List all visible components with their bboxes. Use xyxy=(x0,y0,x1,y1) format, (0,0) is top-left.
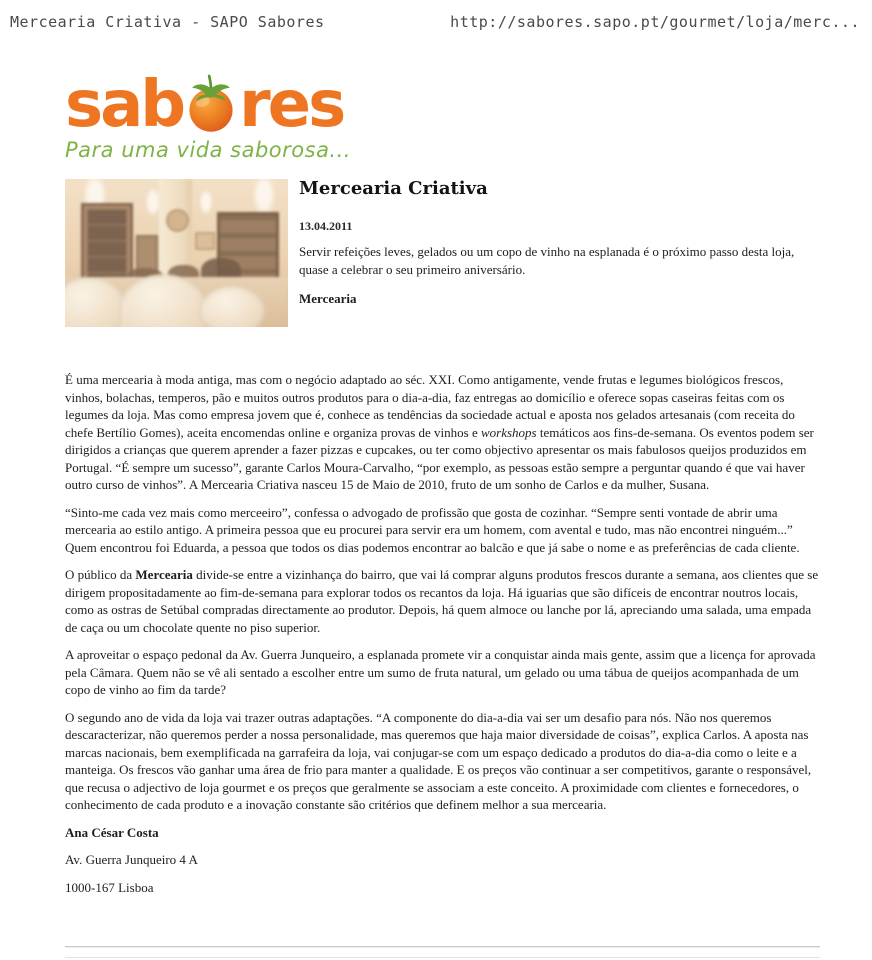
photo-illustration xyxy=(65,179,288,327)
logo-text-start: sab xyxy=(65,68,184,142)
italic-term: workshops xyxy=(480,424,537,440)
article-paragraph xyxy=(65,709,820,814)
print-header-url: http://sabores.sapo.pt/gourmet/loja/merc... xyxy=(450,13,860,31)
page-content xyxy=(65,68,820,906)
article-header xyxy=(65,179,820,327)
article-paragraph xyxy=(65,646,820,699)
article-paragraph xyxy=(65,371,820,494)
article-title: Mercearia Criativa xyxy=(299,178,488,200)
paragraph-text: O segundo ano de vida da loja vai trazer outras adaptações. “A componente do dia-a-dia vai ser um desafio para nós. Não nos queremos descaracterizar, não queremos perder a nossa personalidade, mas queremos que haja maior diversidade de coisas”, explica Carlos. A aposta nas marcas nacionais, bem exemplificada na garrafeira da loja, vai conjugar-se com um espaço dedicado a produtos do dia-a-dia como o leite e a manteiga. Os frescos vão ganhar uma área de frio para manter a qualidade. E os preços vão continuar a ser competitivos, garante o responsável, que recusa o adjectivo de loja gourmet e os preços que geralmente se associam a este conceito. A proximidade com clientes e fornecedores, o conhecimento de cada produto e a inovação constante são critérios que definem melhor a sua mercearia. xyxy=(65,709,812,813)
article-body xyxy=(65,371,820,896)
bottom-divider xyxy=(65,957,820,958)
article-author: Ana César Costa xyxy=(65,824,159,840)
address-line-city: 1000-167 Lisboa xyxy=(65,879,154,895)
sabores-logo xyxy=(65,68,820,163)
bottom-divider xyxy=(65,946,820,947)
paragraph-text: “Sinto-me cada vez mais como merceeiro”, confessa o advogado de profissão que gosta de cozinhar. “Sempre senti vontade de abrir uma mercearia ao estilo antigo. A primeira pessoa que eu procurei para servir era um homem, com avental e tudo, mas não encontrei ninguém...” Quem encontrou foi Eduarda, a pessoa que todos os dias podemos encontrar ao balcão e que já sabe o nome e as preferências de cada cliente. xyxy=(65,504,800,555)
paragraph-text: O público da xyxy=(65,567,136,583)
paragraph-text: A aproveitar o espaço pedonal da Av. Guerra Junqueiro, a esplanada promete vir a conquistar ainda mais gente, assim que a licença for aprovada pela Câmara. Quem não se vê ali sentado a escolher entre um sumo de fruta natural, um gelado ou uma tábua de queijos acompanhada de um copo de vinho ao fim da tarde? xyxy=(65,647,816,698)
article-paragraph xyxy=(65,504,820,557)
paragraph-text: divide-se entre a vizinhança do bairro, que vai lá comprar alguns produtos frescos durante a semana, aos clientes que se dirigem propositadamente ao fim-de-semana para explorar todos os recantos da loja. Há iguarias que são difíceis de encontrar noutros locais, como as ostras de Setúbal compradas directamente ao produtor. Depois, há quem almoce ou lanche por lá, apreciando uma salada, uma empada de caça ou um chocolate quente no piso superior. xyxy=(65,567,819,635)
article-category: Mercearia xyxy=(299,290,357,306)
print-header xyxy=(10,13,860,31)
paragraph-text: É uma mercearia à moda antiga, mas com o negócio adaptado ao séc. XXI. Como antigamente, vende frutas e legumes biológicos frescos, vinhos, bolachas, temperos, pão e muitos outros produtos para o dia-a-dia, faz entregas ao domicílio e oferece sopas caseiras feitas com os legumes da loja. Mas como empresa jovem que é, conhece as tendências da sociedade actual e aposta nos gelados artesanais (com receita do chefe Bertílio Gomes), aceita encomendas online e organiza provas de vinhos e xyxy=(65,372,795,440)
logo-text-end: res xyxy=(239,68,344,142)
logo-tagline: Para uma vida saborosa... xyxy=(65,138,351,163)
article-summary: Servir refeições leves, gelados ou um copo de vinho na esplanada é o próximo passo desta loja, quase a celebrar o seu primeiro aniversário. xyxy=(299,243,795,278)
article-date: 13.04.2011 xyxy=(299,218,353,233)
store-interior-photo xyxy=(65,179,288,327)
article-paragraph xyxy=(65,566,820,636)
address-line-street: Av. Guerra Junqueiro 4 A xyxy=(65,852,198,868)
bold-term: Mercearia xyxy=(135,567,193,583)
article-meta xyxy=(299,179,820,327)
paragraph-text: temáticos aos fins-de-semana. Os eventos podem ser dirigidos a crianças que querem aprender a fazer pizzas e cupcakes, ou ter como objectivo apresentar os mais fabulosos queijos produzidos em Portugal. “É sempre um sucesso”, garante Carlos Moura-Carvalho, “por exemplo, as pessoas estão sempre a perguntar quando é que vai haver outro curso de vinhos”. A Mercearia Criativa nasceu 15 de Maio de 2010, fruto de um sonho de Carlos e da mulher, Susana. xyxy=(65,424,814,493)
tomato-icon xyxy=(184,72,238,137)
print-header-title: Mercearia Criativa - SAPO Sabores xyxy=(10,13,325,31)
